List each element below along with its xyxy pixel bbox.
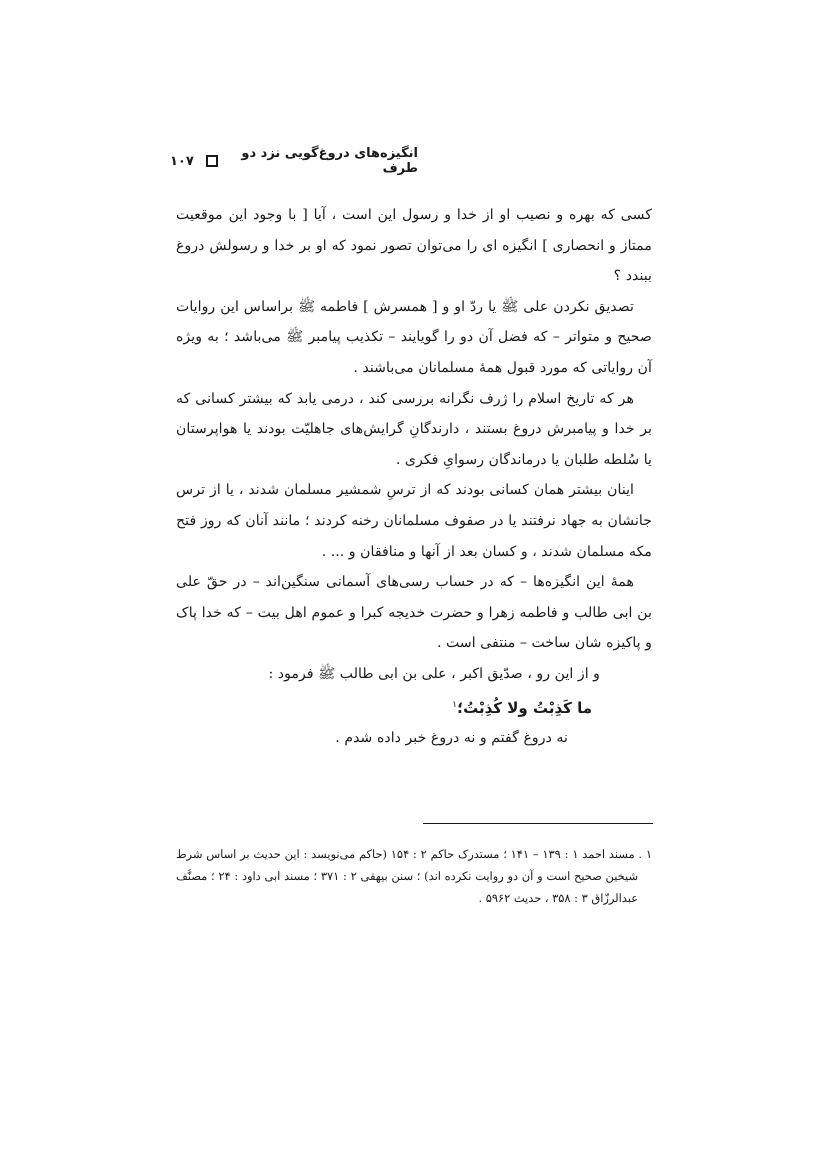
paragraph: کسی که بهره و نصیب او از خدا و رسول این است ، آیا [ با وجود این موقعیت ممتاز و انحصاری ] انگیزه ای را می‌توان تصور نمود که او بر خدا و رسولش دروغ ببندد ؟	[176, 207, 652, 285]
paragraph: هر که تاریخ اسلام را ژرف نگرانه بررسی کند ، درمی یابد که بیشتر کسانی که بر خدا و پیامبرش دروغ بستند ، دارندگانِ گرایش‌های جاهلیّت بودند یا هواپرستان یا سُلطه طلبان یا درماندگان رسوایِ فکری .	[176, 390, 652, 468]
footnote: ۱ . مسند احمد ۱ : ۱۳۹ – ۱۴۱ ؛ مستدرک حاکم ۲ : ۱۵۴ (حاکم می‌نویسد : این حدیث بر اساس شرط شیخین صحیح است و آن دو روایت نکرده اند) ؛ سنن بیهقی ۲ : ۳۷۱ ؛ مسند ابی داود : ۲۴ ؛ مصنَّف عبدالرزّاق ۳ : ۳۵۸ ، حدیث ۵۹۶۲ .	[176, 847, 652, 905]
quote-intro: و از این رو ، صدّیق اکبر ، علی بن ابی طالب ﷺ فرمود :	[268, 665, 600, 682]
footnotes	[176, 843, 652, 909]
paragraph: همهٔ این انگیزه‌ها – که در حساب رسی‌های آسمانی سنگین‌اند – در حقّ علی بن ابی طالب و فاطمه زهرا و حضرت خدیجه کبرا و عموم اهل بیت – که خدا پاک و پاکیزه شان ساخت – منتفی است .	[176, 574, 652, 652]
arabic-quote	[176, 690, 652, 723]
paragraph: اینان بیشتر همان کسانی بودند که از ترسِ شمشیر مسلمان شدند ، یا از ترس جانشان به جهاد نرفتند یا در صفوف مسلمانان رخنه کردند ؛ مانند آنان که روز فتح مکه مسلمان شدند ، و کسان بعد از آنها و منافقان و ... .	[176, 482, 652, 560]
quote-translation: نه دروغ گفتم و نه دروغ خبر داده شدم .	[335, 729, 568, 746]
footnote-divider	[423, 823, 653, 824]
page-number: ۱۰۷	[170, 153, 194, 169]
paragraph: تصدیق نکردن علی ﷺ یا ردّ او و [ همسرش ] فاطمه ﷺ براساس این روایات صحیح و متواتر – که فضل آن دو را گویایند – تکذیب پیامبر ﷺ می‌باشد ؛ به ویژه آن روایاتی که مورد قبول همهٔ مسلمانان می‌باشند .	[176, 298, 652, 376]
main-text	[176, 200, 652, 753]
footnote-marker: ۱	[452, 699, 458, 710]
arabic-quote-text: ما كَذِبْتُ ولا كُذِبْتُ؛	[457, 698, 592, 717]
running-header-title: انگیزه‌های دروغ‌گویی نزد دو طرف	[241, 146, 418, 176]
running-header	[170, 148, 418, 174]
square-ornament-icon	[206, 155, 218, 167]
